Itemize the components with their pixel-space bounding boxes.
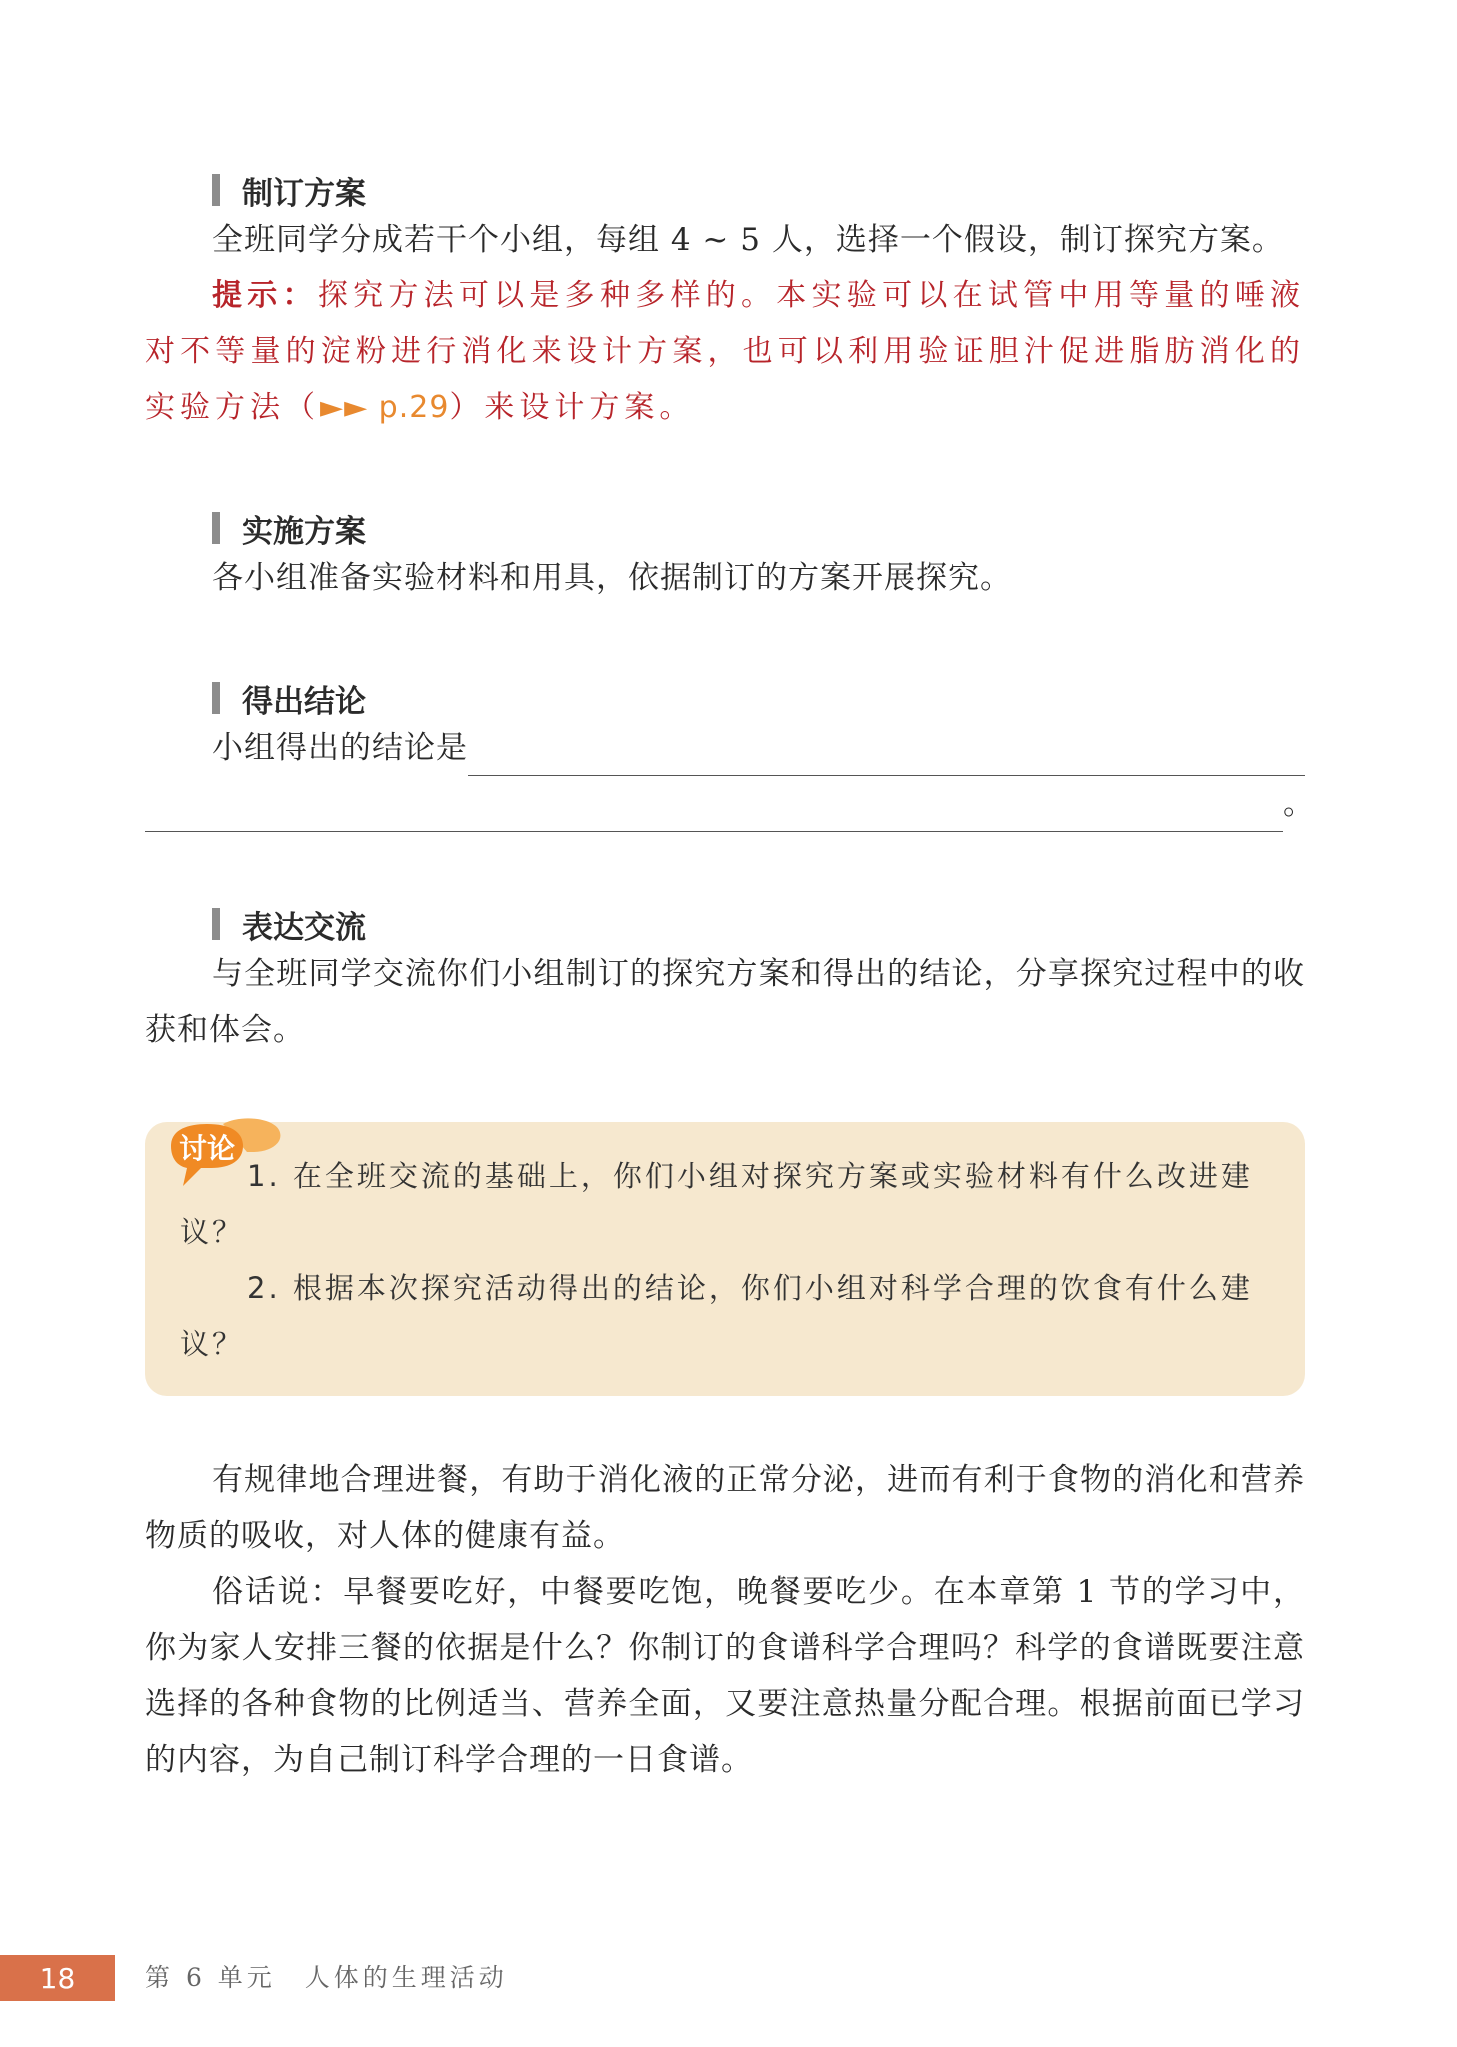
- paragraph: 俗话说：早餐要吃好，中餐要吃饱，晚餐要吃少。在本章第 1 节的学习中，你为家人安排三餐的依据是什么？你制订的食谱科学合理吗？科学的食谱既要注意选择的各种食物的比例适当、营养全面，又要注意热量分配合理。根据前面已学习的内容，为自己制订科学合理的一日食谱。: [145, 1574, 1305, 1778]
- conclusion-lead: 小组得出的结论是: [212, 730, 468, 766]
- answer-blank[interactable]: [468, 731, 1305, 776]
- discussion-item: 1. 在全班交流的基础上，你们小组对探究方案或实验材料有什么改进建议？: [180, 1159, 1253, 1249]
- section-communicate: [145, 902, 1305, 1058]
- discussion-badge: [161, 1116, 291, 1206]
- hint-label: 提示：: [212, 278, 318, 313]
- page-reference-link[interactable]: ►► p.29: [320, 390, 450, 425]
- answer-blank[interactable]: [145, 787, 1283, 832]
- paragraph: 有规律地合理进餐，有助于消化液的正常分泌，进而有利于食物的消化和营养物质的吸收，对人体的健康有益。: [145, 1462, 1305, 1554]
- section-heading: [212, 168, 1305, 212]
- page-number: 18: [0, 1955, 115, 2001]
- heading-bar: [212, 682, 220, 714]
- conclusion-line-1: [145, 720, 1305, 776]
- heading-text: 表达交流: [242, 909, 366, 946]
- section-heading: [212, 506, 1305, 550]
- hint-paragraph: [145, 268, 1305, 436]
- hint-end: ）来设计方案。: [449, 390, 695, 425]
- section-heading: [212, 902, 1305, 946]
- heading-text: 实施方案: [242, 513, 366, 550]
- section-heading: [212, 676, 1305, 720]
- page-content: [145, 168, 1314, 1788]
- footer-unit-title: 第 6 单元 人体的生理活动: [145, 1963, 508, 1992]
- end-mark: 。: [1283, 786, 1314, 822]
- section-implement: [145, 506, 1305, 606]
- discussion-panel: [145, 1122, 1305, 1396]
- heading-bar: [212, 512, 220, 544]
- section-conclusion: [145, 676, 1314, 832]
- heading-text: 得出结论: [242, 683, 366, 720]
- heading-bar: [212, 174, 220, 206]
- heading-text: 制订方案: [242, 175, 366, 212]
- paragraph: 全班同学分成若干个小组，每组 4 ~ 5 人，选择一个假设，制订探究方案。: [212, 222, 1284, 258]
- discussion-item: 2. 根据本次探究活动得出的结论，你们小组对科学合理的饮食有什么建议？: [180, 1271, 1253, 1361]
- section-plan: [145, 168, 1305, 436]
- discussion-box: [145, 1122, 1305, 1396]
- paragraph: 各小组准备实验材料和用具，依据制订的方案开展探究。: [212, 560, 1012, 596]
- badge-label: 讨论: [179, 1132, 236, 1165]
- heading-bar: [212, 908, 220, 940]
- paragraph: 与全班同学交流你们小组制订的探究方案和得出的结论，分享探究过程中的收获和体会。: [145, 956, 1305, 1048]
- conclusion-line-2: [145, 776, 1314, 832]
- hint-text: 探究方法可以是多种多样的。本实验可以在试管中用等量的唾液对不等量的淀粉进行消化来设计方案，也可以利用验证胆汁促进脂肪消化的实验方法（: [145, 278, 1306, 425]
